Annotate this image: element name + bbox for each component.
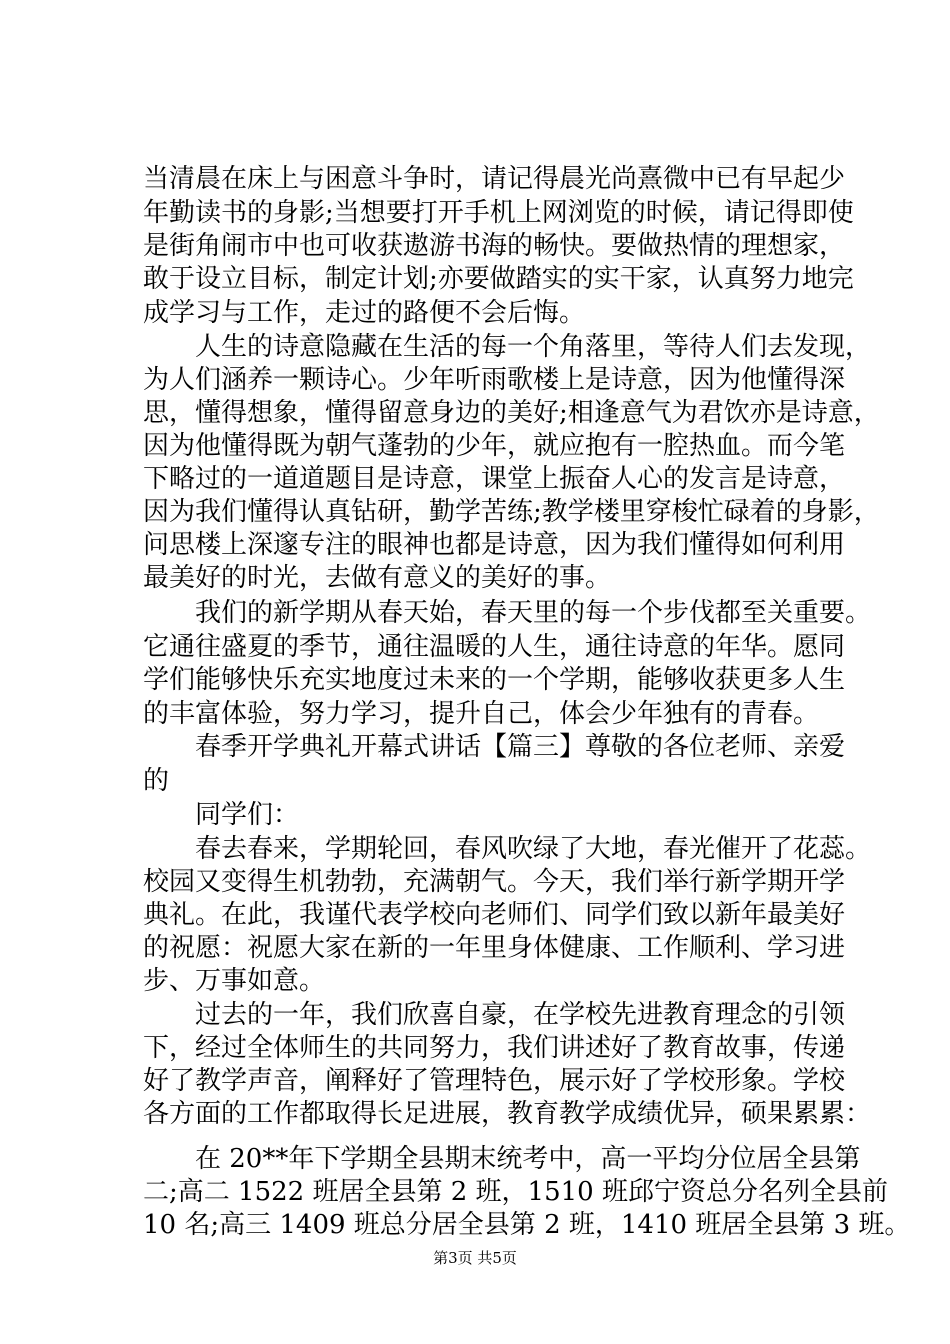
page-footer: 第3页 共5页 [433, 1249, 517, 1267]
text-line: 下，经过全体师生的共同努力，我们讲述好了教育故事，传递 [143, 1033, 846, 1063]
text-line: 下略过的一道道题目是诗意，课堂上振奋人心的发言是诗意， [143, 464, 846, 494]
text-line: 的 [143, 766, 170, 796]
text-line: 好了教学声音，阐释好了管理特色，展示好了学校形象。学校 [143, 1066, 846, 1096]
text-line: 同学们： [143, 800, 300, 830]
text-line: 校园又变得生机勃勃，充满朝气。今天，我们举行新学期开学 [143, 867, 846, 897]
text-line: 问思楼上深邃专注的眼神也都是诗意，因为我们懂得如何利用 [143, 530, 846, 560]
text-line: 春去春来，学期轮回，春风吹绿了大地，春光催开了花蕊。 [143, 834, 872, 864]
text-line: 学们能够快乐充实地度过未来的一个学期，能够收获更多人生 [143, 665, 846, 695]
text-line: 10 名;高三 1409 班总分居全县第 2 班，1410 班居全县第 3 班。 [143, 1210, 911, 1240]
text-line: 年勤读书的身影;当想要打开手机上网浏览的时候，请记得即使 [143, 198, 854, 228]
text-line: 各方面的工作都取得长足进展，教育教学成绩优异，硕果累累： [143, 1099, 872, 1129]
text-line: 它通往盛夏的季节，通往温暖的人生，通往诗意的年华。愿同 [143, 632, 846, 662]
text-line: 人生的诗意隐藏在生活的每一个角落里，等待人们去发现， [143, 332, 872, 362]
text-line: 成学习与工作，走过的路便不会后悔。 [143, 298, 586, 328]
text-line: 为人们涵养一颗诗心。少年听雨歌楼上是诗意，因为他懂得深 [143, 365, 846, 395]
text-line: 典礼。在此，我谨代表学校向老师们、同学们致以新年最美好 [143, 900, 846, 930]
text-line: 是街角闹市中也可收获遨游书海的畅快。要做热情的理想家， [143, 231, 846, 261]
text-line: 步、万事如意。 [143, 966, 326, 996]
text-line: 二;高二 1522 班居全县第 2 班，1510 班邱宁资总分名列全县前 [143, 1177, 888, 1207]
text-line: 因为我们懂得认真钻研，勤学苦练;教学楼里穿梭忙碌着的身影， [143, 497, 880, 527]
text-line: 思，懂得想象，懂得留意身边的美好;相逢意气为君饮亦是诗意， [143, 398, 880, 428]
text-line: 在 20**年下学期全县期末统考中，高一平均分位居全县第 [143, 1144, 861, 1174]
text-line: 过去的一年，我们欣喜自豪，在学校先进教育理念的引领 [143, 1000, 846, 1030]
text-line: 的祝愿：祝愿大家在新的一年里身体健康、工作顺利、学习进 [143, 933, 846, 963]
text-line: 当清晨在床上与困意斗争时，请记得晨光尚熹微中已有早起少 [143, 164, 846, 194]
text-line: 春季开学典礼开幕式讲话【篇三】尊敬的各位老师、亲爱 [143, 732, 846, 762]
text-line: 敢于设立目标，制定计划;亦要做踏实的实干家，认真努力地完 [143, 264, 854, 294]
text-line: 的丰富体验，努力学习，提升自己，体会少年独有的青春。 [143, 699, 820, 729]
text-line: 我们的新学期从春天始，春天里的每一个步伐都至关重要。 [143, 598, 872, 628]
text-line: 因为他懂得既为朝气蓬勃的少年，就应抱有一腔热血。而今笔 [143, 431, 846, 461]
text-line: 最美好的时光，去做有意义的美好的事。 [143, 563, 612, 593]
